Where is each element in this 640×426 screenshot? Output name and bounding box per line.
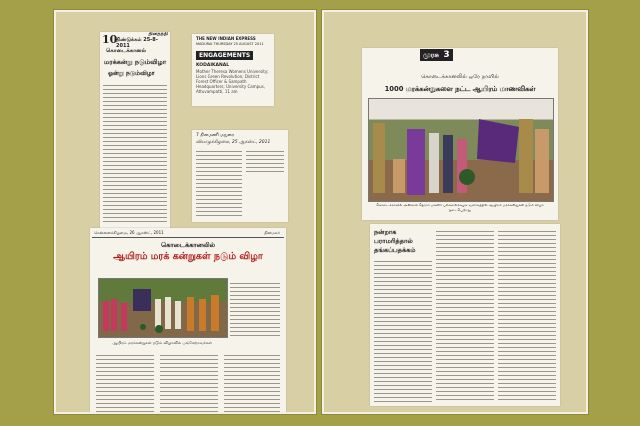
column-headline: நன்றாக பராமரித்தால் தங்கப்பதக்கம் (374, 228, 416, 254)
body-text-col1 (374, 258, 432, 402)
body-text-col2 (246, 148, 284, 174)
ceremony-illustration (369, 99, 553, 201)
body-text (196, 148, 242, 218)
left-scrapbook-page (54, 10, 316, 414)
engagement-body: Mother Theresa Womens University; Lions Green Revolution; District Forest Officer & Sampath Headquarters; University Campus, Attuvampatti, 11 am (196, 69, 269, 94)
page-number: 3 (443, 50, 450, 60)
body-text (103, 82, 167, 224)
location-tag: கொடைக்கானல் (106, 48, 147, 54)
dinamani-clipping (192, 130, 288, 222)
issue-number: 10 (102, 33, 118, 46)
photo-caption: ஆயிரம் மரக்கன்றுகள் நடும் விழாவில் பங்கேற்றவர்கள் (112, 340, 212, 345)
headline: 1000 மரக்கன்றுகளை நட்ட ஆயிரம் மாணவிகள் (384, 85, 536, 93)
body-text-col2 (436, 228, 494, 402)
body-text-col2 (160, 352, 218, 412)
dinamalar-clipping (90, 228, 286, 414)
masthead: தினதந்தி (148, 32, 168, 37)
subheadline: ஓன்று நடும்விழா (108, 70, 155, 77)
right-scrapbook-page (322, 10, 588, 414)
body-text-col1 (96, 352, 154, 412)
top-line-right: தினமலர் (264, 230, 280, 235)
kicker: கொடைக்கானலில் (161, 241, 215, 249)
crowd-illustration (99, 279, 227, 337)
photo-caption: கொடைக்கானல் அன்னை தெரசா மகளிர் பல்கலைக்கழக வளாகத்தில் ஆயிரம் மரக்கன்றுகள் நடும் விழா நடைபெற்றது (376, 203, 544, 212)
headline: ஆயிரம் மரக் கன்றுகள் நடும் விழா (113, 251, 263, 262)
place: KODAIKANAL (196, 63, 230, 68)
sub-date: வியாழக்கிழமை, 25 ஆகஸ்ட், 2011 (196, 140, 271, 145)
ceremony-photo (368, 98, 554, 202)
date-line: MADURAI THURSDAY 25 AUGUST 2011 (196, 42, 264, 46)
date-line: திண்டுக்கல் 25-8-2011 (116, 37, 158, 49)
masthead (420, 49, 453, 61)
masthead: THE NEW INDIAN EXPRESS (196, 36, 256, 41)
body-text-col3 (498, 228, 556, 402)
body-text-right (230, 280, 280, 336)
section-label: ENGAGEMENTS (196, 51, 253, 60)
new-indian-express-clipping (192, 34, 274, 106)
body-text-col3 (224, 352, 280, 412)
headline: மரக்கன்று நடும்விழா (104, 58, 167, 66)
dinathanthi-clipping (100, 32, 170, 228)
masthead-name: முரசு (423, 51, 439, 59)
date-line: 7 தினமணி மதுரை (196, 133, 235, 138)
top-line-left: சென்னைக்கிழமை, 26 ஆகஸ்ட், 2011 (94, 230, 164, 235)
tree-planting-photo (98, 278, 228, 338)
murasu-clipping (362, 48, 558, 220)
murasu-article-columns (370, 224, 560, 406)
kicker: கொடைக்கானலில் ஒரே நாளில் (421, 74, 499, 80)
